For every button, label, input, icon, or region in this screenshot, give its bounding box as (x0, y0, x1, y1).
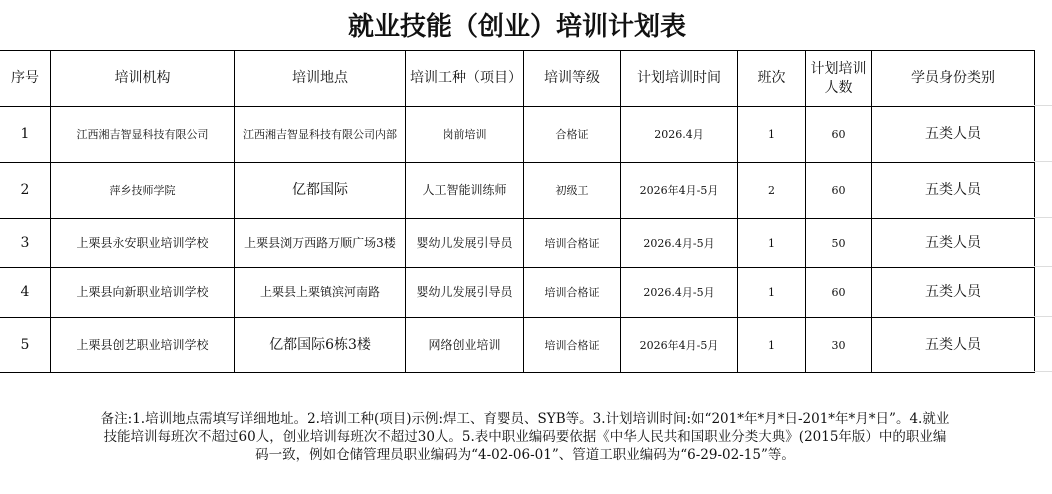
cell-seq: 4 (0, 268, 51, 318)
cell-level: 合格证 (524, 107, 621, 163)
header-trade: 培训工种（项目） (406, 51, 524, 107)
header-level: 培训等级 (524, 51, 621, 107)
cell-level: 培训合格证 (524, 318, 621, 373)
page-title: 就业技能（创业）培训计划表 (347, 12, 686, 42)
cell-trade: 人工智能训练师 (406, 163, 524, 219)
cell-institution: 萍乡技师学院 (51, 163, 235, 219)
cell-location: 上栗县上栗镇滨河南路 (235, 268, 406, 318)
header-count: 计划培训人数 (806, 51, 872, 107)
table-row (0, 107, 1035, 163)
cell-time: 2026年4月-5月 (621, 163, 738, 219)
remarks-note: 备注:1.培训地点需填写详细地址。2.培训工种(项目)示例:焊工、育婴员、SYB等。3.计划培训时间:如“201*年*月*日-201*年*月*日”。4.就业技能培训每班次不超过60人，创业培训每班次不超过30人。5.表中职业编码要依据《中华人民共和国职业分类大典》(2015年版）中的职业编码一致，例如仓储管理员职业编码为“4-02-06-01”、管道工职业编码为“6-29-02-15”等。 (100, 411, 950, 463)
cell-count: 60 (806, 107, 872, 163)
cell-seq: 1 (0, 107, 51, 163)
cell-count: 30 (806, 318, 872, 373)
cell-identity: 五类人员 (872, 268, 1035, 318)
table-row (0, 268, 1035, 318)
cell-location: 亿都国际6栋3楼 (235, 318, 406, 373)
cell-seq: 5 (0, 318, 51, 373)
cell-count: 50 (806, 219, 872, 268)
cell-seq: 2 (0, 163, 51, 219)
cell-level: 培训合格证 (524, 219, 621, 268)
cell-institution: 上栗县创艺职业培训学校 (51, 318, 235, 373)
cell-identity: 五类人员 (872, 163, 1035, 219)
header-time: 计划培训时间 (621, 51, 738, 107)
cell-time: 2026.4月 (621, 107, 738, 163)
cell-seq: 3 (0, 219, 51, 268)
cell-count: 60 (806, 163, 872, 219)
cell-level: 初级工 (524, 163, 621, 219)
cell-sessions: 2 (738, 163, 806, 219)
cell-identity: 五类人员 (872, 219, 1035, 268)
cell-level: 培训合格证 (524, 268, 621, 318)
cell-trade: 婴幼儿发展引导员 (406, 219, 524, 268)
cell-trade: 网络创业培训 (406, 318, 524, 373)
cell-institution: 江西湘吉智显科技有限公司 (51, 107, 235, 163)
cell-institution: 上栗县永安职业培训学校 (51, 219, 235, 268)
cell-trade: 岗前培训 (406, 107, 524, 163)
header-location: 培训地点 (235, 51, 406, 107)
cell-time: 2026.4月-5月 (621, 268, 738, 318)
table-row (0, 219, 1035, 268)
cell-institution: 上栗县向新职业培训学校 (51, 268, 235, 318)
cell-time: 2026年4月-5月 (621, 318, 738, 373)
cell-sessions: 1 (738, 107, 806, 163)
grid-extension (1034, 50, 1052, 372)
header-seq: 序号 (0, 51, 51, 107)
cell-location: 上栗县浏万西路万顺广场3楼 (235, 219, 406, 268)
cell-location: 江西湘吉智显科技有限公司内部 (235, 107, 406, 163)
cell-time: 2026.4月-5月 (621, 219, 738, 268)
table-row (0, 163, 1035, 219)
table-row (0, 318, 1035, 373)
cell-location: 亿都国际 (235, 163, 406, 219)
header-identity: 学员身份类别 (872, 51, 1035, 107)
cell-sessions: 1 (738, 268, 806, 318)
cell-identity: 五类人员 (872, 107, 1035, 163)
training-plan-table (0, 50, 1035, 373)
cell-count: 60 (806, 268, 872, 318)
cell-sessions: 1 (738, 219, 806, 268)
cell-sessions: 1 (738, 318, 806, 373)
cell-trade: 婴幼儿发展引导员 (406, 268, 524, 318)
header-sessions: 班次 (738, 51, 806, 107)
cell-identity: 五类人员 (872, 318, 1035, 373)
header-row (0, 51, 1035, 107)
header-institution: 培训机构 (51, 51, 235, 107)
